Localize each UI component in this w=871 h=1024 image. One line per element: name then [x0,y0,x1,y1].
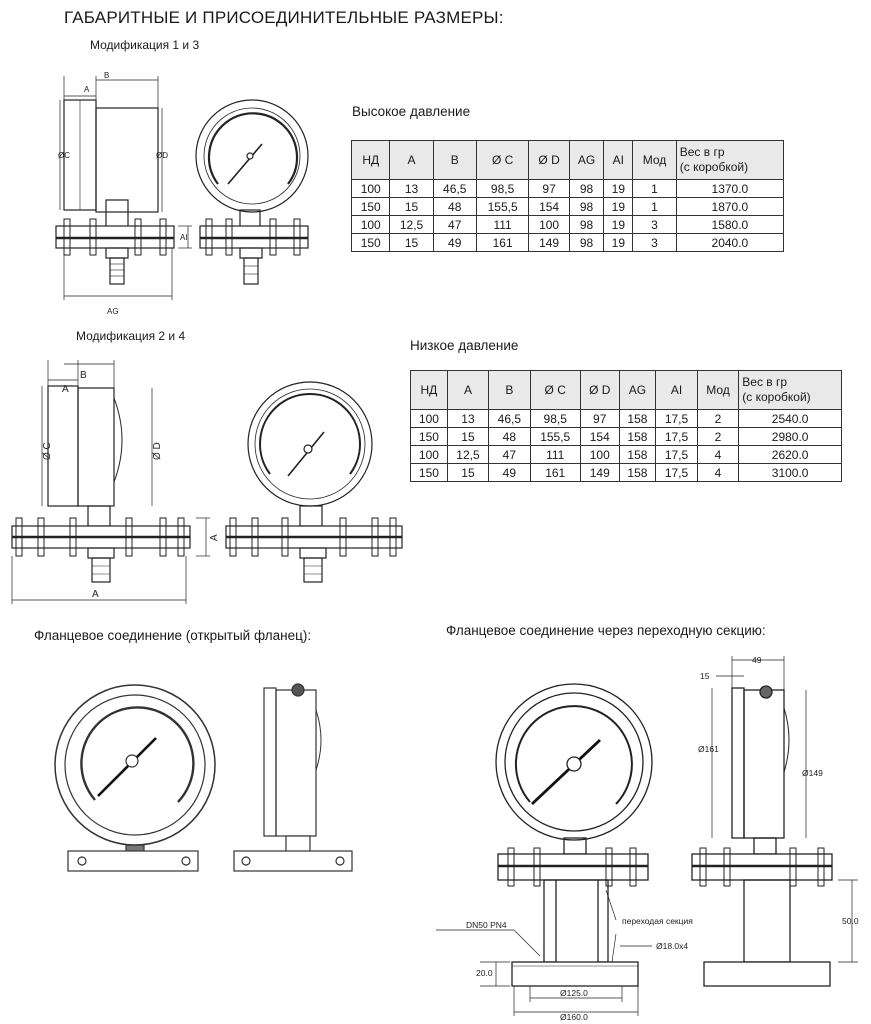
table-cell: 2540.0 [739,410,842,428]
table-cell: 17,5 [656,428,697,446]
table-cell: 111 [476,216,529,234]
table-cell: 100 [352,216,390,234]
mod24-label: Модификация 2 и 4 [76,329,186,343]
table-cell: 13 [390,180,433,198]
table-cell: 19 [604,234,633,252]
table-cell: 2 [697,410,739,428]
table-cell: 100 [529,216,569,234]
table-cell: 155,5 [476,198,529,216]
table-cell: 3100.0 [739,464,842,482]
dim-oc-label-2: Ø C [42,442,53,460]
table-cell: 100 [411,410,448,428]
col-header: Ø D [580,371,619,410]
table-cell: 3 [633,234,676,252]
table-cell: 19 [604,198,633,216]
dim-125-label: Ø125.0 [560,988,588,998]
table-cell: 161 [530,464,580,482]
table-cell: 15 [447,428,488,446]
col-header: А [390,141,433,180]
table-cell: 158 [619,428,656,446]
dim-50-label: 50.0 [842,916,859,926]
table-cell: 4 [697,446,739,464]
dim-a-bottom-label: A [92,589,99,600]
table-cell: 47 [433,216,476,234]
table-cell: 12,5 [447,446,488,464]
flange-open-title: Фланцевое соединение (открытый фланец): [34,628,312,643]
col-header: НД [411,371,448,410]
table-cell: 49 [489,464,530,482]
dim-od-label: ØD [156,151,168,160]
table-cell: 150 [411,464,448,482]
transition-label: переходая секция [622,916,693,926]
dim-20-label: 20.0 [476,968,493,978]
table-cell: 2980.0 [739,428,842,446]
dim-161-label: Ø161 [698,744,719,754]
table-cell: 19 [604,180,633,198]
table-cell: 154 [529,198,569,216]
flange-transition-title: Фланцевое соединение через переходную секцию: [446,623,766,638]
high-pressure-title: Высокое давление [352,104,471,119]
table-cell: 48 [433,198,476,216]
table-cell: 2620.0 [739,446,842,464]
weight-header-line1: Вес в гр [742,375,788,389]
table-cell: 98,5 [476,180,529,198]
table-cell: 161 [476,234,529,252]
table-cell: 100 [580,446,619,464]
mod13-label: Модификация 1 и 3 [90,38,200,52]
table-cell: 100 [352,180,390,198]
col-header: AI [656,371,697,410]
table-cell: 48 [489,428,530,446]
table-cell: 150 [411,428,448,446]
table-cell: 111 [530,446,580,464]
col-header: НД [352,141,390,180]
table-cell: 98,5 [530,410,580,428]
table-cell: 98 [569,180,604,198]
table-cell: 150 [352,234,390,252]
table-cell: 158 [619,446,656,464]
dn50-label: DN50 PN4 [466,920,507,930]
table-cell: 19 [604,216,633,234]
table-cell: 17,5 [656,446,697,464]
table-cell: 2 [697,428,739,446]
table-cell: 149 [580,464,619,482]
dim-ai-label: AI [180,233,188,242]
col-header: Мод [697,371,739,410]
table-cell: 17,5 [656,410,697,428]
table-cell: 97 [580,410,619,428]
table-cell: 150 [352,198,390,216]
table-cell: 12,5 [390,216,433,234]
table-cell: 15 [447,464,488,482]
dim-a-side-label: A [209,534,220,541]
col-header: Ø C [476,141,529,180]
low-pressure-title: Низкое давление [410,338,519,353]
table-cell: 3 [633,216,676,234]
col-header: AI [604,141,633,180]
table-cell: 100 [411,446,448,464]
table-cell: 15 [390,234,433,252]
dim-b-label: B [104,71,110,80]
dim-a-label-2: A [62,384,69,395]
table-cell: 98 [569,234,604,252]
col-header: AG [619,371,656,410]
dim-ag-label: AG [107,307,119,316]
col-header: Ø D [529,141,569,180]
weight-header-line1: Вес в гр [679,145,725,159]
dim-b-label-2: B [80,370,87,381]
dim-49-label: 49 [752,655,762,665]
dim-a-label: A [84,85,90,94]
page-title: ГАБАРИТНЫЕ И ПРИСОЕДИНИТЕЛЬНЫЕ РАЗМЕРЫ: [64,8,504,27]
table-cell: 4 [697,464,739,482]
table-cell: 98 [569,216,604,234]
table-cell: 2040.0 [676,234,783,252]
holes-label: Ø18.0x4 [656,941,689,951]
dim-15-label: 15 [700,671,710,681]
table-cell: 15 [390,198,433,216]
table-cell: 49 [433,234,476,252]
table-cell: 154 [580,428,619,446]
col-header: А [447,371,488,410]
col-header: В [489,371,530,410]
weight-header-line2: (с коробкой) [742,390,811,404]
table-cell: 149 [529,234,569,252]
table-cell: 13 [447,410,488,428]
dim-oc-label: ØC [58,151,70,160]
table-cell: 1 [633,180,676,198]
table-cell: 158 [619,464,656,482]
table-cell: 46,5 [489,410,530,428]
col-header: В [433,141,476,180]
table-cell: 47 [489,446,530,464]
table-cell: 1580.0 [676,216,783,234]
table-cell: 1870.0 [676,198,783,216]
table-cell: 158 [619,410,656,428]
dim-160-label: Ø160.0 [560,1012,588,1022]
col-header: AG [569,141,604,180]
table-cell: 97 [529,180,569,198]
table-cell: 1370.0 [676,180,783,198]
weight-header-line2: (с коробкой) [679,160,749,174]
table-cell: 155,5 [530,428,580,446]
table-cell: 17,5 [656,464,697,482]
table-cell: 1 [633,198,676,216]
table-cell: 46,5 [433,180,476,198]
dim-149-label: Ø149 [802,768,823,778]
dim-od-label-2: Ø D [152,442,163,460]
col-header: Мод [633,141,676,180]
col-header: Ø C [530,371,580,410]
table-cell: 98 [569,198,604,216]
